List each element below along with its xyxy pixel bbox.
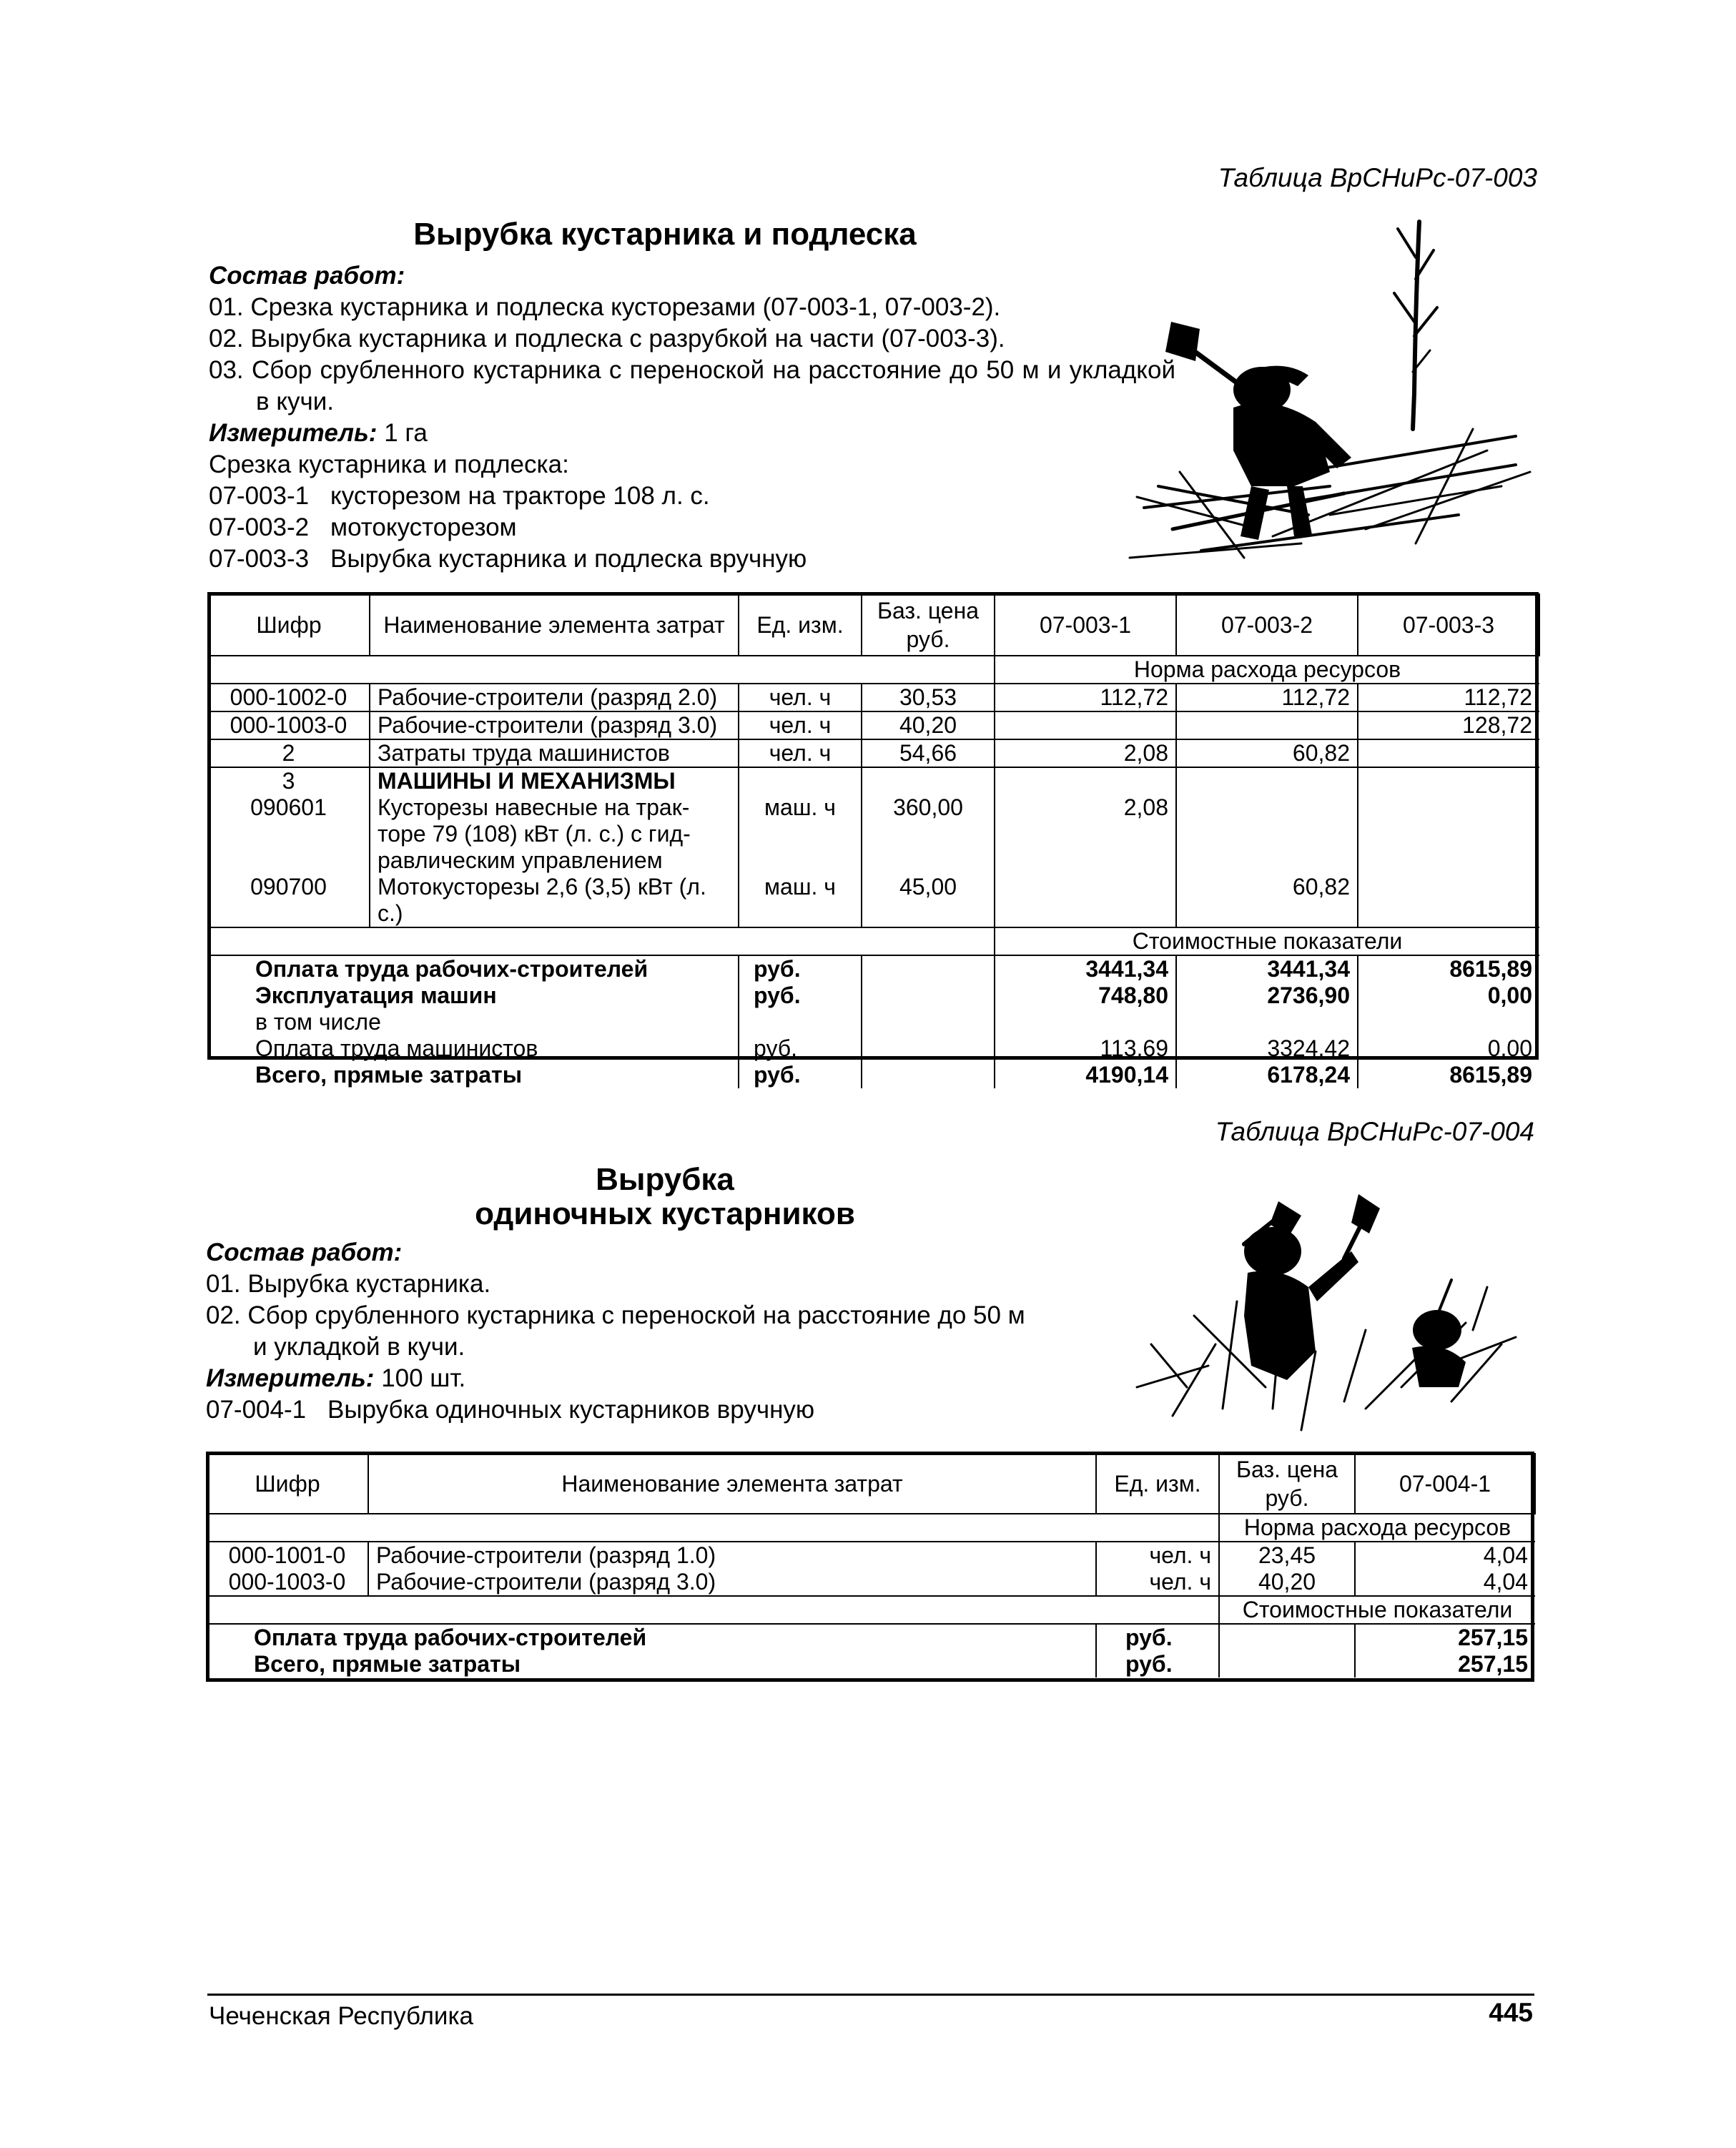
price-cell: 23,45 xyxy=(1219,1542,1355,1569)
code-line xyxy=(209,512,1145,543)
code: 07-003-3 xyxy=(209,545,310,573)
price-cell xyxy=(862,767,995,874)
footer-rule xyxy=(207,1994,1534,1996)
cost-name: Эксплуатация машин xyxy=(208,982,739,1009)
column-header: Ед. изм. xyxy=(1096,1454,1219,1514)
price-cell: 45,00 xyxy=(862,874,995,927)
value-cell: 112,72 xyxy=(995,684,1176,711)
section-title-line: одиночных кустарников xyxy=(475,1196,855,1231)
norm-label: Норма расхода ресурсов xyxy=(995,656,1539,684)
unit-value: маш. ч xyxy=(764,794,836,820)
norm-label: Норма расхода ресурсов xyxy=(1219,1514,1535,1542)
cost-unit: руб. xyxy=(739,955,862,982)
cost-value: 3441,34 xyxy=(995,955,1176,982)
code-line xyxy=(209,481,1145,512)
machines-row xyxy=(208,767,1539,874)
cost-value: 3441,34 xyxy=(1176,955,1358,982)
works-label: Состав работ: xyxy=(209,262,405,290)
price-cell: 40,20 xyxy=(862,711,995,739)
cost-value xyxy=(1176,1009,1358,1035)
cost-value: 8615,89 xyxy=(1449,956,1532,982)
price-cell: 30,53 xyxy=(862,684,995,711)
code-cell: 000-1002-0 xyxy=(208,684,370,711)
section-label-row xyxy=(208,656,1539,684)
value-cell: 128,72 xyxy=(1358,711,1539,739)
cost-row xyxy=(208,1035,1539,1062)
table-row xyxy=(208,711,1539,739)
column-header: Баз. цена руб. xyxy=(862,594,995,656)
cost-row xyxy=(208,1062,1539,1088)
code-text: Вырубка одиночных кустарников вручную xyxy=(327,1396,815,1424)
section-label-row xyxy=(207,1514,1535,1542)
value-cell: 60,82 xyxy=(1176,739,1358,767)
cost-value: 0,00 xyxy=(1487,1035,1532,1061)
cost-unit: руб. xyxy=(1096,1624,1219,1651)
column-header: 07-003-1 xyxy=(995,594,1176,656)
work-item: 01. Вырубка кустарника. xyxy=(206,1270,491,1298)
code-cell: 000-1003-0 xyxy=(207,1569,368,1596)
measure-value: 100 шт. xyxy=(381,1364,466,1392)
work-item: 01. Срезка кустарника и подлеска кусторезами (07-003-1, 07-003-2). xyxy=(209,293,1001,321)
value-cell xyxy=(1358,767,1539,874)
cost-row xyxy=(208,955,1539,982)
cost-value: 6178,24 xyxy=(1176,1062,1358,1088)
value-cell xyxy=(995,767,1176,874)
machine-name-line: Кусторезы навесные на трак- xyxy=(378,794,690,820)
column-header: Шифр xyxy=(207,1454,368,1514)
cost-value xyxy=(995,1009,1176,1035)
value-cell: 60,82 xyxy=(1176,874,1358,927)
unit-cell: маш. ч xyxy=(739,874,862,927)
code-cell: 000-1003-0 xyxy=(208,711,370,739)
section-description xyxy=(206,1237,1025,1426)
value-cell xyxy=(1176,711,1358,739)
column-header: Шифр xyxy=(208,594,370,656)
footer-region: Чеченская Республика xyxy=(209,2002,473,2030)
cost-value: 0,00 xyxy=(1487,982,1532,1008)
table-header-row xyxy=(208,594,1539,656)
cost-row xyxy=(208,982,1539,1009)
cost-value: 748,80 xyxy=(995,982,1176,1009)
value-cell: 4,04 xyxy=(1483,1542,1528,1568)
column-header: 07-003-3 xyxy=(1358,594,1539,656)
unit-cell: чел. ч xyxy=(739,684,862,711)
cost-name: Оплата труда рабочих-строителей xyxy=(208,955,739,982)
code-text: Вырубка кустарника и подлеска вручную xyxy=(330,545,807,573)
cost-name: Оплата труда машинистов xyxy=(208,1035,739,1062)
value-cell xyxy=(1358,739,1539,767)
value-cell xyxy=(995,711,1176,739)
code-line xyxy=(206,1394,992,1426)
code-line xyxy=(209,543,1145,575)
name-cell: Рабочие-строители (разряд 2.0) xyxy=(370,684,739,711)
name-cell: Рабочие-строители (разряд 1.0) xyxy=(368,1542,1096,1569)
section-title xyxy=(400,1163,929,1231)
page-number: 445 xyxy=(1489,1998,1533,2027)
column-header: 07-003-2 xyxy=(1176,594,1358,656)
unit-cell: чел. ч xyxy=(739,711,862,739)
value-cell xyxy=(1358,874,1539,927)
works-label: Состав работ: xyxy=(206,1238,403,1266)
value: 2,08 xyxy=(1123,794,1168,820)
machines-group-code: 3 xyxy=(282,768,295,794)
cost-unit xyxy=(739,1009,862,1035)
cost-label: Стоимостные показатели xyxy=(995,927,1539,955)
table-row xyxy=(207,1569,1535,1596)
cost-name: Всего, прямые затраты xyxy=(208,1062,739,1088)
price-value: 360,00 xyxy=(893,794,963,820)
code: 07-003-2 xyxy=(209,513,310,541)
code-cell: 090700 xyxy=(208,874,370,927)
section-label-row xyxy=(207,1596,1535,1624)
unit-cell: чел. ч xyxy=(739,739,862,767)
table-row xyxy=(208,739,1539,767)
code-cell: 000-1001-0 xyxy=(207,1542,368,1569)
value-cell xyxy=(995,874,1176,927)
name-cell: Рабочие-строители (разряд 3.0) xyxy=(368,1569,1096,1596)
section-description xyxy=(209,260,1175,575)
resource-norm-table xyxy=(207,593,1540,1088)
value-cell: 112,72 xyxy=(1358,684,1539,711)
value-cell: 2,08 xyxy=(995,739,1176,767)
code-cell: 2 xyxy=(208,739,370,767)
column-header: Наименование элемента затрат xyxy=(370,594,739,656)
cost-row xyxy=(207,1624,1535,1651)
cost-value: 257,15 xyxy=(1458,1625,1528,1650)
cost-value: 2736,90 xyxy=(1176,982,1358,1009)
value-cell xyxy=(1176,767,1358,874)
measure-label: Измеритель: xyxy=(206,1364,375,1392)
column-header: Баз. цена руб. xyxy=(1219,1454,1355,1514)
code: 07-003-1 xyxy=(209,482,310,510)
unit-cell xyxy=(739,767,862,874)
cost-unit: руб. xyxy=(739,1035,862,1062)
machine-name-line: равлическим управлением xyxy=(378,847,663,873)
resource-norm-table xyxy=(206,1453,1536,1677)
table-row xyxy=(207,1542,1535,1569)
measure-label: Измеритель: xyxy=(209,419,378,447)
cost-value: 8615,89 xyxy=(1449,1062,1532,1088)
machine-name-line: торе 79 (108) кВт (л. с.) с гид- xyxy=(378,821,691,847)
cost-unit: руб. xyxy=(739,982,862,1009)
section-label-row xyxy=(208,927,1539,955)
cost-value: 257,15 xyxy=(1458,1651,1528,1677)
section-title-line: Вырубка xyxy=(596,1162,734,1197)
column-header: Ед. изм. xyxy=(739,594,862,656)
cost-value: 3324,42 xyxy=(1176,1035,1358,1062)
work-item: 03. Сбор срубленного кустарника с переноской на расстояние до 50 м и укладкой в кучи. xyxy=(209,356,1175,415)
cost-row xyxy=(208,1009,1539,1035)
column-header: Наименование элемента затрат xyxy=(368,1454,1096,1514)
table-label: Таблица ВрСНиРс-07-003 xyxy=(1218,163,1537,192)
price-cell: 54,66 xyxy=(862,739,995,767)
cost-unit: руб. xyxy=(739,1062,862,1088)
section-title: Вырубка кустарника и подлеска xyxy=(413,217,917,252)
table-label: Таблица ВрСНиРс-07-004 xyxy=(1215,1117,1534,1146)
code-text: кусторезом на тракторе 108 л. с. xyxy=(330,482,710,510)
unit-cell: чел. ч xyxy=(1096,1569,1219,1596)
name-cell: Мотокусторезы 2,6 (3,5) кВт (л. с.) xyxy=(370,874,739,927)
table-row xyxy=(208,874,1539,927)
value-cell: 112,72 xyxy=(1176,684,1358,711)
name-cell: Затраты труда машинистов xyxy=(370,739,739,767)
worker-cutting-brush-illustration xyxy=(1115,215,1544,586)
workers-chopping-shrubs-illustration xyxy=(1130,1173,1530,1444)
cost-name: в том числе xyxy=(208,1009,739,1035)
measure-value: 1 га xyxy=(384,419,428,447)
unit-cell: чел. ч xyxy=(1096,1542,1219,1569)
cost-value: 4190,14 xyxy=(995,1062,1176,1088)
cost-unit: руб. xyxy=(1096,1651,1219,1677)
cost-label: Стоимостные показатели xyxy=(1219,1596,1535,1624)
work-item: 02. Сбор срубленного кустарника с переноской на расстояние до 50 м и укладкой в кучи. xyxy=(206,1301,1025,1361)
name-cell: Рабочие-строители (разряд 3.0) xyxy=(370,711,739,739)
machine-code: 090601 xyxy=(250,794,327,820)
table-header-row xyxy=(207,1454,1535,1514)
value-cell: 4,04 xyxy=(1355,1569,1535,1596)
subheading: Срезка кустарника и подлеска: xyxy=(209,450,569,478)
table-row xyxy=(208,684,1539,711)
work-item: 02. Вырубка кустарника и подлеска с разрубкой на части (07-003-3). xyxy=(209,325,1005,353)
cost-row xyxy=(207,1651,1535,1677)
machines-group-title: МАШИНЫ И МЕХАНИЗМЫ xyxy=(378,768,676,794)
cost-value: 113,69 xyxy=(995,1035,1176,1062)
code: 07-004-1 xyxy=(206,1396,307,1424)
cost-name: Оплата труда рабочих-строителей xyxy=(207,1624,1096,1651)
code-cell xyxy=(208,767,370,874)
cost-value xyxy=(1358,1009,1539,1035)
price-cell: 40,20 xyxy=(1219,1569,1355,1596)
column-header: 07-004-1 xyxy=(1355,1454,1535,1514)
cost-name: Всего, прямые затраты xyxy=(207,1651,1096,1677)
code-text: мотокусторезом xyxy=(330,513,517,541)
name-cell xyxy=(370,767,739,874)
